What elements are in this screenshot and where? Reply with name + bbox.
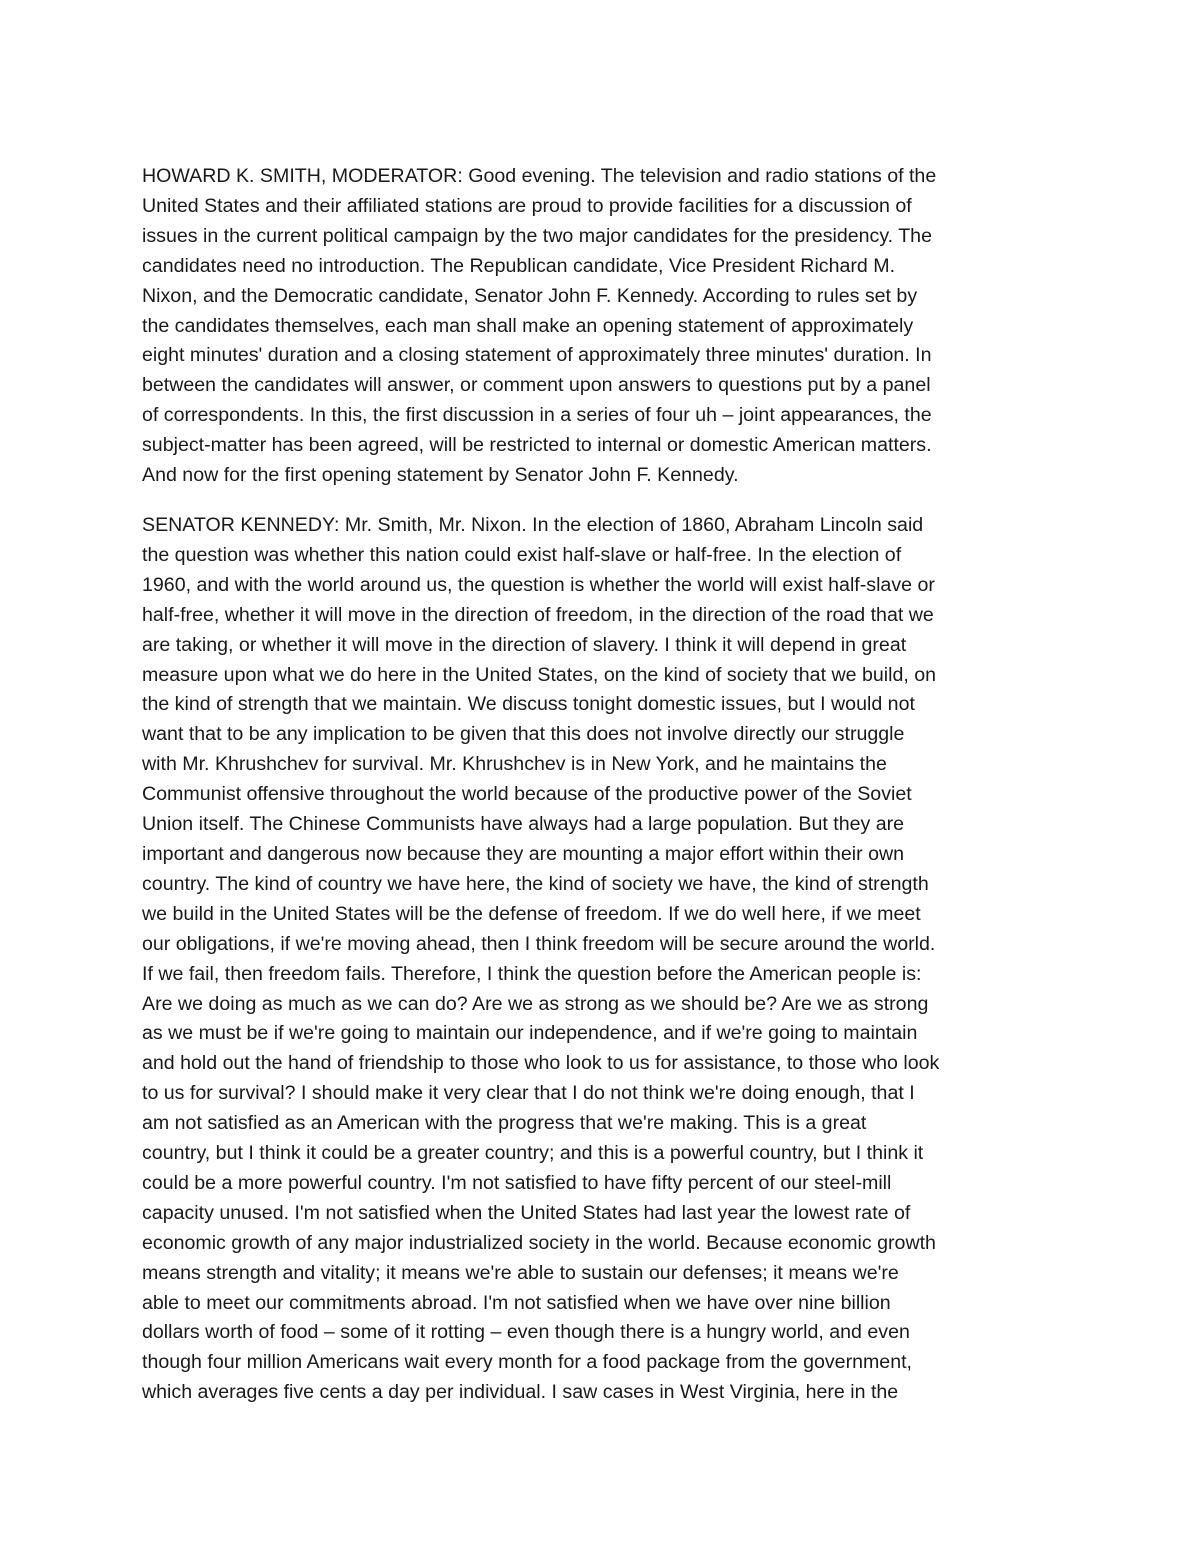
text-line: half-free, whether it will move in the direction of freedom, in the direction of the road that we	[142, 603, 934, 626]
text-line: of correspondents. In this, the first discussion in a series of four uh – joint appearances, the	[142, 404, 932, 427]
text-line: capacity unused. I'm not satisfied when the United States had last year the lowest rate of	[142, 1201, 911, 1224]
text-line: though four million Americans wait every month for a food package from the government,	[142, 1351, 912, 1374]
text-line: our obligations, if we're moving ahead, then I think freedom will be secure around the world.	[142, 932, 936, 955]
text-line: issues in the current political campaign by the two major candidates for the presidency. The	[142, 224, 932, 247]
text-line: Communist offensive throughout the world because of the productive power of the Soviet	[142, 783, 912, 806]
text-line: HOWARD K. SMITH, MODERATOR: Good evening. The television and radio stations of the	[142, 165, 937, 187]
text-line: which averages five cents a day per individual. I saw cases in West Virginia, here in the	[142, 1381, 899, 1404]
text-line: candidates need no introduction. The Republican candidate, Vice President Richard M.	[142, 254, 896, 277]
text-line: Nixon, and the Democratic candidate, Senator John F. Kennedy. According to rules set by	[142, 284, 918, 307]
text-line: want that to be any implication to be given that this does not involve directly our struggle	[142, 723, 905, 746]
text-line: as we must be if we're going to maintain our independence, and if we're going to maintain	[142, 1022, 918, 1045]
text-line: could be a more powerful country. I'm not satisfied to have fifty percent of our steel-mill	[142, 1171, 892, 1194]
text-line: and hold out the hand of friendship to those who look to us for assistance, to those who look	[142, 1052, 940, 1075]
text-line: am not satisfied as an American with the progress that we're making. This is a great	[142, 1112, 867, 1135]
text-line: And now for the first opening statement by Senator John F. Kennedy.	[142, 464, 739, 487]
text-line: the candidates themselves, each man shall make an opening statement of approximately	[142, 314, 914, 337]
text-line: subject-matter has been agreed, will be restricted to internal or domestic American matters.	[142, 434, 932, 457]
text-line: Are we doing as much as we can do? Are we as strong as we should be? Are we as strong	[142, 992, 929, 1015]
text-line: between the candidates will answer, or comment upon answers to questions put by a panel	[142, 374, 931, 397]
text-line: economic growth of any major industrialized society in the world. Because economic growth	[142, 1231, 936, 1254]
text-line: SENATOR KENNEDY: Mr. Smith, Mr. Nixon. In the election of 1860, Abraham Lincoln said	[142, 514, 924, 536]
kennedy-paragraph	[142, 511, 1072, 1408]
text-line: country, but I think it could be a greater country; and this is a powerful country, but I think it	[142, 1142, 924, 1165]
text-line: dollars worth of food – some of it rotting – even though there is a hungry world, and even	[142, 1321, 910, 1344]
text-line: important and dangerous now because they are mounting a major effort within their own	[142, 842, 905, 865]
text-line: with Mr. Khrushchev for survival. Mr. Khrushchev is in New York, and he maintains the	[142, 753, 887, 776]
text-line: measure upon what we do here in the United States, on the kind of society that we build, on	[142, 663, 937, 686]
text-line: means strength and vitality; it means we're able to sustain our defenses; it means we're	[142, 1261, 899, 1284]
text-line: country. The kind of country we have here, the kind of society we have, the kind of strength	[142, 872, 929, 895]
text-line: the kind of strength that we maintain. We discuss tonight domestic issues, but I would not	[142, 693, 915, 716]
moderator-paragraph	[142, 162, 1072, 491]
text-line: the question was whether this nation could exist half-slave or half-free. In the election of	[142, 543, 902, 566]
text-line: we build in the United States will be the defense of freedom. If we do well here, if we meet	[142, 902, 921, 925]
text-line: to us for survival? I should make it very clear that I do not think we're doing enough, that I	[142, 1082, 915, 1105]
text-line: eight minutes' duration and a closing statement of approximately three minutes' duration. In	[142, 344, 932, 367]
text-line: Union itself. The Chinese Communists have always had a large population. But they are	[142, 813, 905, 836]
text-line: are taking, or whether it will move in the direction of slavery. I think it will depend in great	[142, 633, 907, 656]
text-line: United States and their affiliated stations are proud to provide facilities for a discussion of	[142, 194, 912, 217]
text-line: able to meet our commitments abroad. I'm not satisfied when we have over nine billion	[142, 1291, 891, 1314]
text-line: 1960, and with the world around us, the question is whether the world will exist half-slave or	[142, 573, 935, 596]
text-line: If we fail, then freedom fails. Therefore, I think the question before the American people is:	[142, 962, 922, 985]
